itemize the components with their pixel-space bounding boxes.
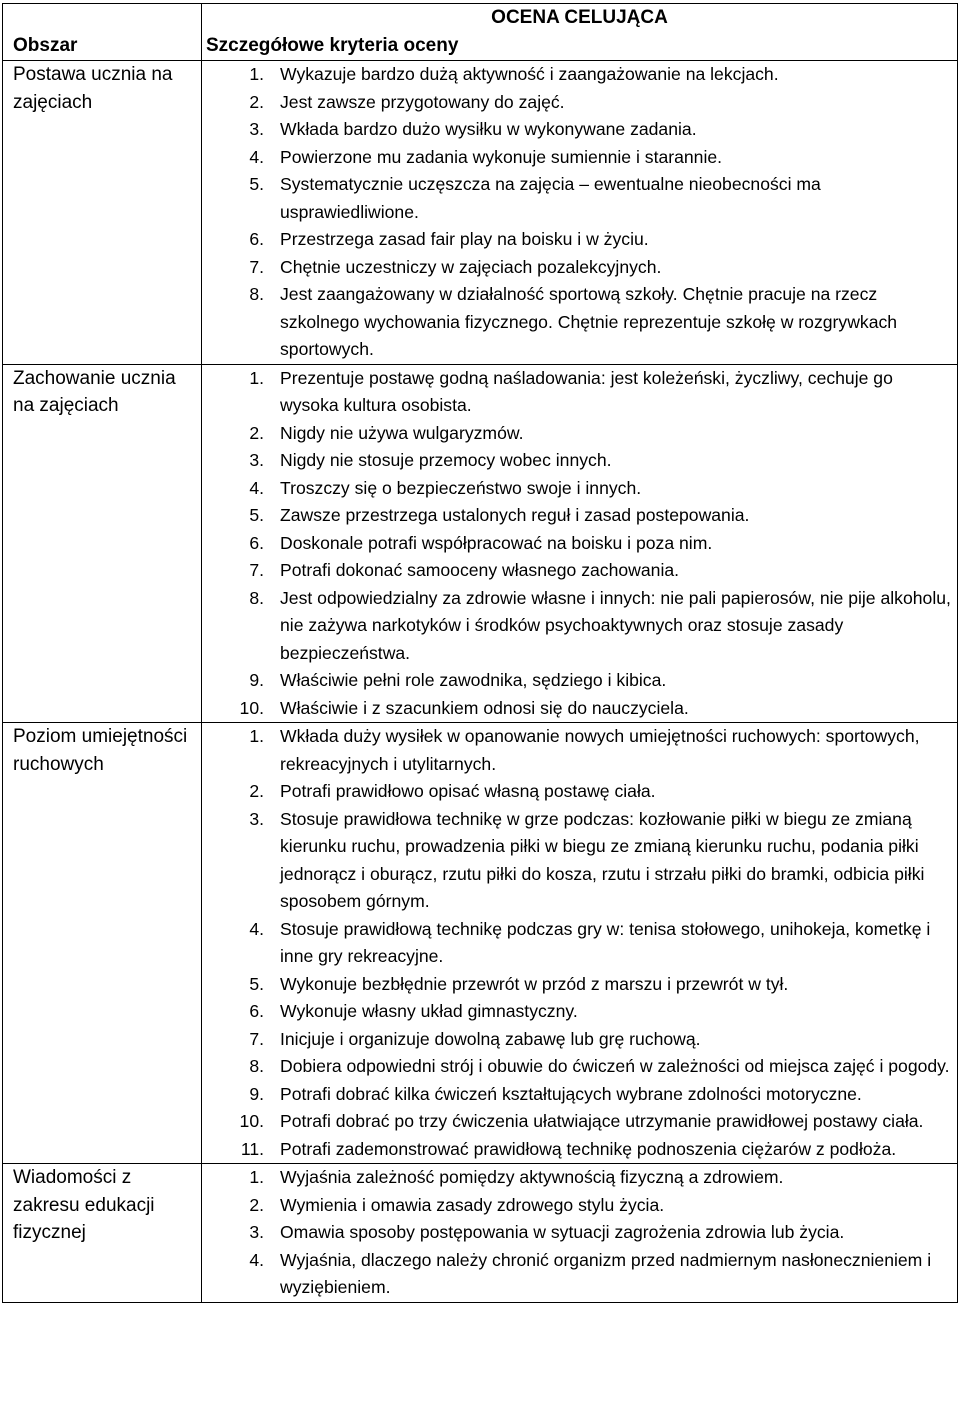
grade-title: OCENA CELUJĄCA — [202, 4, 958, 33]
criteria-item: 4. Powierzone mu zadania wykonuje sumiennie i starannie. — [249, 146, 723, 167]
section-row — [3, 723, 958, 1164]
criteria-item: 7. Potrafi dokonać samooceny własnego zachowania. — [249, 560, 680, 580]
criteria-item: 5. Zawsze przestrzega ustalonych reguł i zasad postepowania. — [249, 505, 750, 525]
criteria-item: 2. Nigdy nie używa wulgaryzmów. — [249, 422, 524, 443]
criteria-item: 3. Omawia sposoby postępowania w sytuacji zagrożenia zdrowia lub życia. — [249, 1222, 845, 1242]
criteria-item: 6. Przestrzega zasad fair play na boisku i w życiu. — [249, 229, 649, 249]
criteria-item: 9. Właściwie pełni role zawodnika, sędziego i kibica. — [249, 670, 667, 690]
title-spacer-cell — [3, 4, 202, 33]
criteria-column-header: Szczegółowe kryteria oceny — [202, 32, 958, 61]
criteria-item: 1. Prezentuje postawę godną naśladowania: jest koleżeński, życzliwy, cechuje go wysoka kultura osobista. — [249, 367, 893, 415]
criteria-item: 5. Systematycznie uczęszcza na zajęcia – ewentualne nieobecności ma usprawiedliwione. — [249, 174, 821, 222]
area-column-header: Obszar — [3, 32, 202, 61]
criteria-list — [202, 61, 957, 364]
criteria-list — [202, 365, 957, 723]
criteria-item: 5. Wykonuje bezbłędnie przewrót w przód z marszu i przewrót w tył. — [249, 973, 789, 994]
criteria-item: 6. Doskonale potrafi współpracować na boisku i poza nim. — [249, 532, 713, 553]
criteria-item: 8. Jest odpowiedzialny za zdrowie własne i innych: nie pali papierosów, nie pije alkoholu, nie zażywa narkotyków i środków psychoaktywnych oraz stosuje zasady bezpieczeństwa. — [249, 587, 951, 663]
criteria-item: 10. Właściwie i z szacunkiem odnosi się do nauczyciela. — [239, 697, 689, 718]
criteria-item: 7. Inicjuje i organizuje dowolną zabawę lub grę ruchową. — [249, 1028, 701, 1049]
criteria-item: 11. Potrafi zademonstrować prawidłową technikę podnoszenia ciężarów z podłoża. — [240, 1138, 897, 1159]
criteria-item: 2. Potrafi prawidłowo opisać własną postawę ciała. — [249, 781, 656, 801]
criteria-cell — [202, 1164, 958, 1303]
criteria-item: 9. Potrafi dobrać kilka ćwiczeń kształtujących wybrane zdolności motoryczne. — [249, 1083, 862, 1104]
criteria-item: 3. Stosuje prawidłowa technikę w grze podczas: kozłowanie piłki w biegu ze zmianą kierunku ruchu, prowadzenia piłki w biegu ze zmianą kierunku ruchu, podania piłki jednorącz i oburącz, rzutu piłki do kosza, rzutu i strzału piłki do bramki, odbicia piłki sposobem górnym. — [249, 808, 925, 911]
criteria-item: 1. Wykazuje bardzo dużą aktywność i zaangażowanie na lekcjach. — [249, 64, 779, 84]
criteria-item: 4. Wyjaśnia, dlaczego należy chronić organizm przed nadmiernym nasłonecznieniem i wyziębieniem. — [249, 1249, 932, 1297]
criteria-cell — [202, 723, 958, 1164]
criteria-item: 1. Wyjaśnia zależność pomiędzy aktywnością fizyczną a zdrowiem. — [249, 1167, 784, 1187]
criteria-table — [2, 3, 958, 1303]
criteria-cell — [202, 61, 958, 365]
title-row — [3, 4, 958, 33]
section-row — [3, 1164, 958, 1303]
criteria-item: 1. Wkłada duży wysiłek w opanowanie nowych umiejętności ruchowych: sportowych, rekreacyjnych i utylitarnych. — [249, 726, 920, 774]
criteria-item: 8. Jest zaangażowany w działalność sportową szkoły. Chętnie pracuje na rzecz szkolnego wychowania fizycznego. Chętnie reprezentuje szkołę w rozgrywkach sportowych. — [249, 284, 898, 359]
criteria-item: 4. Stosuje prawidłową technikę podczas gry w: tenisa stołowego, unihokeja, kometkę i inne gry rekreacyjne. — [249, 918, 931, 966]
section-row — [3, 61, 958, 365]
section-row — [3, 364, 958, 723]
criteria-list — [202, 1164, 957, 1302]
criteria-item: 7. Chętnie uczestniczy w zajęciach pozalekcyjnych. — [249, 256, 662, 277]
criteria-item: 8. Dobiera odpowiedni strój i obuwie do ćwiczeń w zależności od miejsca zajęć i pogody. — [249, 1056, 950, 1076]
area-cell: Zachowanie ucznia na zajęciach — [3, 364, 202, 723]
column-header-row — [3, 32, 958, 61]
area-cell: Wiadomości z zakresu edukacji fizycznej — [3, 1164, 202, 1303]
criteria-item: 10. Potrafi dobrać po trzy ćwiczenia ułatwiające utrzymanie prawidłowej postawy ciała. — [239, 1111, 924, 1131]
criteria-item: 3. Wkłada bardzo dużo wysiłku w wykonywane zadania. — [249, 119, 697, 139]
criteria-list — [202, 723, 957, 1163]
criteria-cell — [202, 364, 958, 723]
area-cell: Poziom umiejętności ruchowych — [3, 723, 202, 1164]
area-cell: Postawa ucznia na zajęciach — [3, 61, 202, 365]
criteria-item: 6. Wykonuje własny układ gimnastyczny. — [249, 1001, 578, 1021]
criteria-item: 2. Jest zawsze przygotowany do zajęć. — [249, 91, 565, 112]
criteria-item: 4. Troszczy się o bezpieczeństwo swoje i innych. — [249, 477, 642, 498]
criteria-item: 3. Nigdy nie stosuje przemocy wobec innych. — [249, 450, 612, 470]
criteria-item: 2. Wymienia i omawia zasady zdrowego stylu życia. — [249, 1194, 665, 1215]
